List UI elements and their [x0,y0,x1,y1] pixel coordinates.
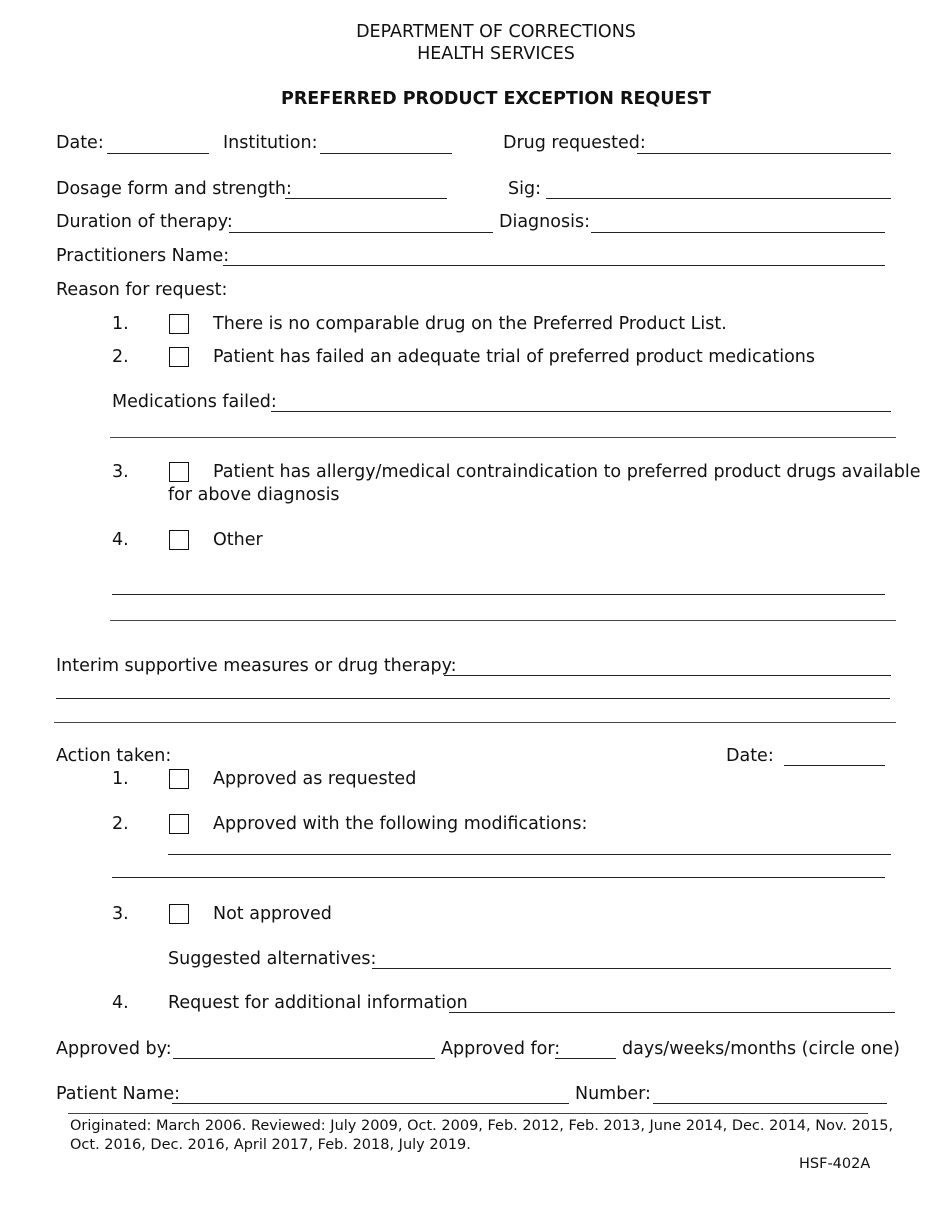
interim-field[interactable] [444,675,891,676]
sig-field[interactable] [546,198,891,199]
division-heading: HEALTH SERVICES [417,44,575,64]
reason-label: Reason for request: [56,280,228,300]
approved-by-field[interactable] [173,1058,435,1059]
section-divider [54,722,896,723]
patient-number-field[interactable] [653,1103,887,1104]
patient-number-label: Number: [575,1084,651,1104]
additional-info-field[interactable] [449,1012,895,1013]
action-2-number: 2. [112,814,129,834]
action-3-number: 3. [112,904,129,924]
action-date-label: Date: [726,746,774,766]
action-1-checkbox[interactable] [169,769,189,789]
footer-divider [68,1113,868,1114]
patient-name-field[interactable] [172,1103,569,1104]
modifications-field[interactable] [168,854,891,855]
interim-field-2[interactable] [56,698,890,699]
reason-2-number: 2. [112,347,129,367]
medications-failed-field-2[interactable] [110,437,896,438]
sig-label: Sig: [508,179,541,199]
date-label: Date: [56,133,104,153]
reason-1-number: 1. [112,314,129,334]
approved-by-label: Approved by: [56,1039,172,1059]
patient-name-label: Patient Name: [56,1084,181,1104]
action-2-text: Approved with the following modifications: [213,814,588,834]
suggested-alternatives-field[interactable] [372,968,891,969]
approved-for-units: days/weeks/months (circle one) [622,1039,901,1059]
reason-4-text: Other [213,530,263,550]
reason-3-checkbox[interactable] [169,462,189,482]
action-3-checkbox[interactable] [169,904,189,924]
department-heading: DEPARTMENT OF CORRECTIONS [356,22,636,42]
practitioner-label: Practitioners Name: [56,246,230,266]
reason-2-text: Patient has failed an adequate trial of preferred product medications [213,347,816,367]
diagnosis-field[interactable] [591,232,885,233]
suggested-alternatives-label: Suggested alternatives: [168,949,377,969]
reason-2-checkbox[interactable] [169,347,189,367]
drug-requested-label: Drug requested: [503,133,646,153]
institution-field[interactable] [320,153,452,154]
form-id: HSF-402A [799,1156,871,1172]
other-reason-field[interactable] [112,594,885,595]
duration-label: Duration of therapy: [56,212,233,232]
action-1-text: Approved as requested [213,769,417,789]
reason-4-number: 4. [112,530,129,550]
revision-history-line-1: Originated: March 2006. Reviewed: July 2009, Oct. 2009, Feb. 2012, Feb. 2013, June 2014, Dec. 2014, Nov. 2015, [70,1118,894,1134]
duration-field[interactable] [229,232,493,233]
reason-3-number: 3. [112,462,129,482]
institution-label: Institution: [223,133,318,153]
reason-3-text-continued: for above diagnosis [168,485,340,505]
action-taken-label: Action taken: [56,746,172,766]
interim-label: Interim supportive measures or drug therapy: [56,656,457,676]
action-4-text: Request for additional information [168,993,468,1013]
reason-1-checkbox[interactable] [169,314,189,334]
reason-1-text: There is no comparable drug on the Preferred Product List. [213,314,727,334]
action-3-text: Not approved [213,904,332,924]
diagnosis-label: Diagnosis: [499,212,590,232]
form-title: PREFERRED PRODUCT EXCEPTION REQUEST [281,89,711,109]
approved-for-label: Approved for: [441,1039,561,1059]
action-date-field[interactable] [784,765,885,766]
dosage-label: Dosage form and strength: [56,179,292,199]
action-2-checkbox[interactable] [169,814,189,834]
dosage-field[interactable] [285,198,447,199]
action-1-number: 1. [112,769,129,789]
approved-for-field[interactable] [555,1058,616,1059]
drug-requested-field[interactable] [637,153,891,154]
reason-4-checkbox[interactable] [169,530,189,550]
practitioner-field[interactable] [223,265,885,266]
modifications-field-2[interactable] [112,877,885,878]
medications-failed-label: Medications failed: [112,392,277,412]
action-4-number: 4. [112,993,129,1013]
reason-3-text: Patient has allergy/medical contraindication to preferred product drugs available [213,462,921,482]
date-field[interactable] [107,153,209,154]
revision-history-line-2: Oct. 2016, Dec. 2016, April 2017, Feb. 2018, July 2019. [70,1137,471,1153]
other-reason-field-2[interactable] [110,620,896,621]
medications-failed-field[interactable] [271,411,891,412]
